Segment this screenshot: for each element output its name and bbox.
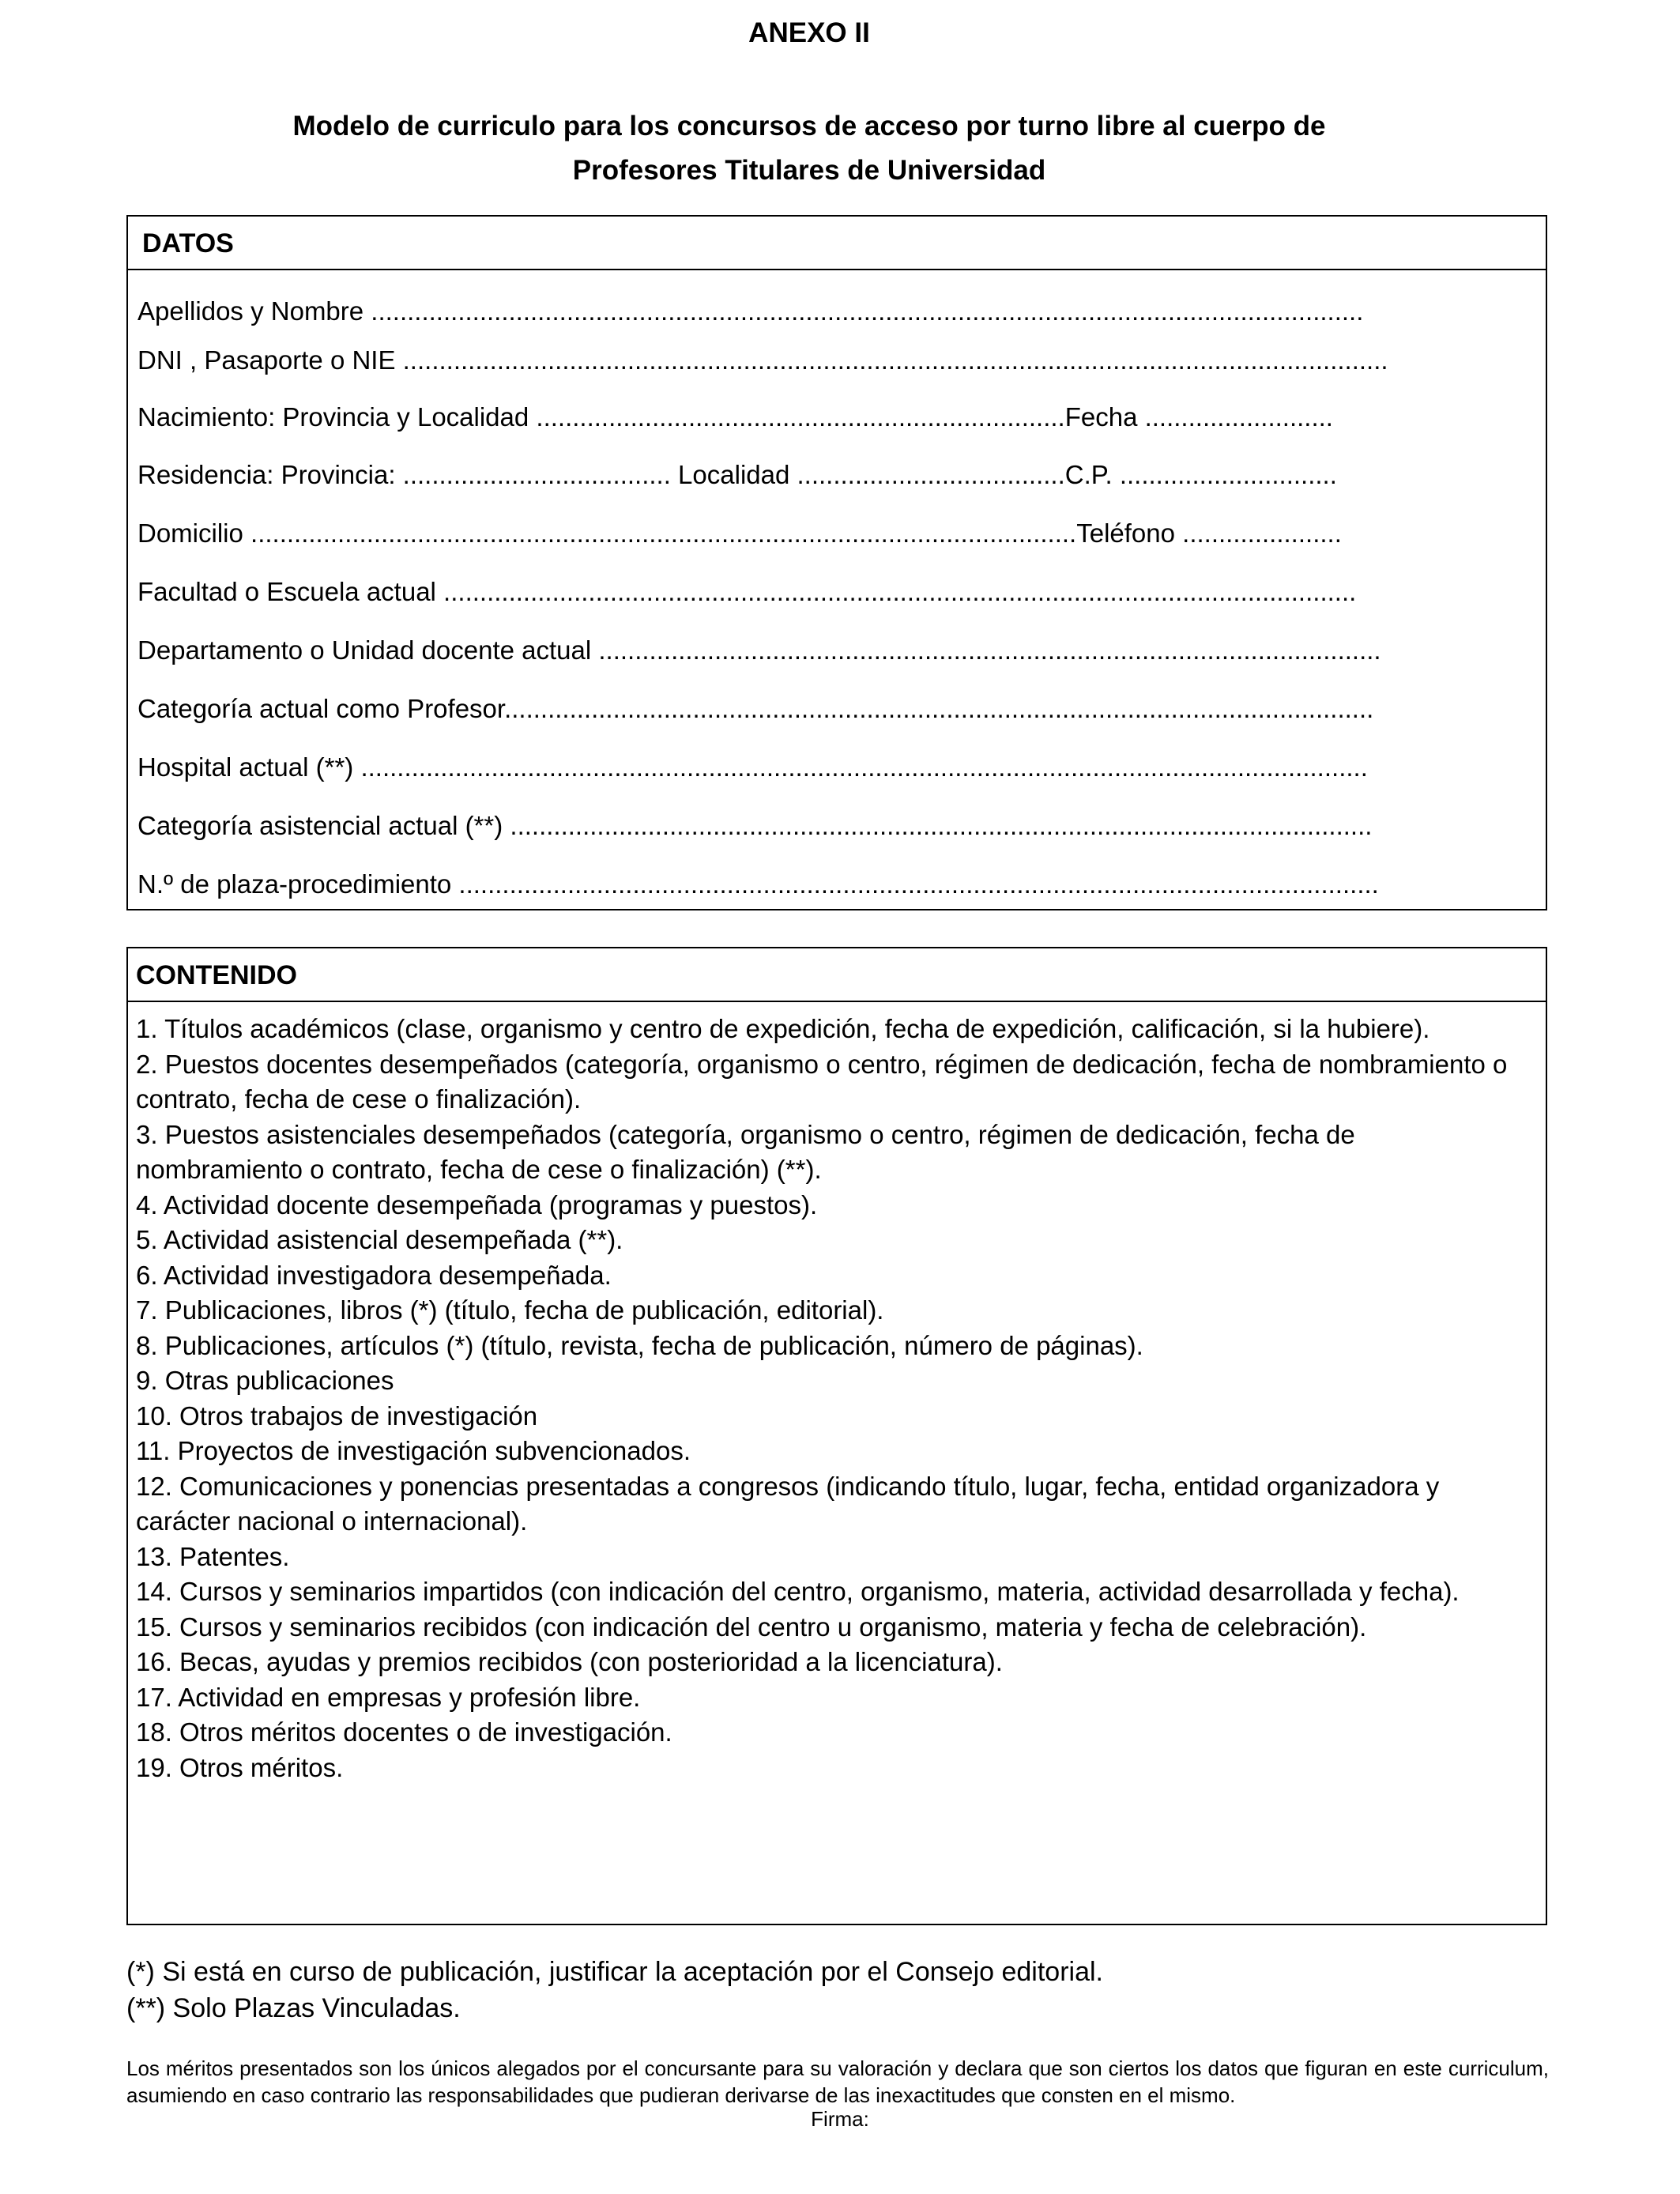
list-item: 17. Actividad en empresas y profesión libre.: [136, 1682, 641, 1712]
signature-label: Firma:: [811, 2107, 869, 2131]
footnote-plazas-vinculadas: (**) Solo Plazas Vinculadas.: [126, 1993, 461, 2023]
datos-section: [126, 215, 1547, 910]
field-nacimiento[interactable]: Nacimiento: Provincia y Localidad .........................................................................Fecha ..........................: [137, 402, 1333, 432]
list-item: 16. Becas, ayudas y premios recibidos (con posterioridad a la licenciatura).: [136, 1647, 1003, 1676]
contenido-section: [126, 947, 1547, 1925]
subtitle-line-2: Profesores Titulares de Universidad: [572, 155, 1046, 186]
footnote-publicacion: (*) Si está en curso de publicación, justificar la aceptación por el Consejo editorial.: [126, 1957, 1103, 1987]
list-item: 10. Otros trabajos de investigación: [136, 1400, 538, 1431]
field-plaza-procedimiento[interactable]: N.º de plaza-procedimiento ...............................................................................................................................: [137, 869, 1379, 899]
field-departamento[interactable]: Departamento o Unidad docente actual ............................................................................................................: [137, 635, 1381, 665]
list-item: 3. Puestos asistenciales desempeñados (categoría, organismo o centro, régimen de dedicación, fecha de nombramiento o contrato, fecha de cese o finalización) (**).: [136, 1119, 1355, 1184]
field-facultad-escuela[interactable]: Facultad o Escuela actual ..............................................................................................................................: [137, 577, 1357, 606]
list-item: 2. Puestos docentes desempeñados (categoría, organismo o centro, régimen de dedicación, fecha de nombramiento o contrato, fecha de cese o finalización).: [136, 1049, 1508, 1114]
list-item: 7. Publicaciones, libros (*) (título, fecha de publicación, editorial).: [136, 1295, 884, 1325]
field-residencia[interactable]: Residencia: Provincia: ..................................... Localidad .....................................C.P. ..............................: [137, 460, 1337, 489]
list-item: 15. Cursos y seminarios recibidos (con indicación del centro u organismo, materia y fecha de celebración).: [136, 1612, 1367, 1642]
list-item: 12. Comunicaciones y ponencias presentadas a congresos (indicando título, lugar, fecha, entidad organizadora y carácter nacional o internacional).: [136, 1471, 1440, 1536]
datos-header: DATOS: [128, 217, 1546, 270]
contenido-list: [136, 1012, 1527, 1785]
list-item: 18. Otros méritos docentes o de investigación.: [136, 1717, 672, 1747]
list-item: 13. Patentes.: [136, 1541, 290, 1571]
list-item: 6. Actividad investigadora desempeñada.: [136, 1260, 612, 1290]
field-hospital[interactable]: Hospital actual (**) ...........................................................................................................................................: [137, 752, 1368, 782]
list-item: 9. Otras publicaciones: [136, 1366, 394, 1395]
list-item: 19. Otros méritos.: [136, 1752, 344, 1782]
form-subtitle: [158, 104, 1460, 193]
contenido-header: CONTENIDO: [128, 948, 1546, 1002]
list-item: 8. Publicaciones, artículos (*) (título, revista, fecha de publicación, número de páginas).: [136, 1330, 1143, 1360]
field-categoria-profesor[interactable]: Categoría actual como Profesor........................................................................................................................: [137, 694, 1374, 723]
field-dni-pasaporte-nie[interactable]: DNI , Pasaporte o NIE ........................................................................................................................................: [137, 345, 1388, 375]
declaration-text: Los méritos presentados son los únicos alegados por el concursante para su valoración y declara que son ciertos los datos que figuran en este curriculum, asumiendo en caso contrario las responsabilidades que pudieran derivarse de las inexactitudes que consten en el mismo.: [126, 2056, 1549, 2107]
list-item: 1. Títulos académicos (clase, organismo y centro de expedición, fecha de expedición, calificación, si la hubiere).: [136, 1014, 1430, 1043]
field-domicilio[interactable]: Domicilio ..................................................................................................................Teléfono ......................: [137, 518, 1342, 548]
field-apellidos-nombre[interactable]: Apellidos y Nombre .........................................................................................................................................: [137, 296, 1364, 326]
list-item: 5. Actividad asistencial desempeñada (**).: [136, 1225, 623, 1254]
list-item: 11. Proyectos de investigación subvencionados.: [136, 1436, 691, 1465]
list-item: 4. Actividad docente desempeñada (programas y puestos).: [136, 1189, 818, 1220]
field-categoria-asistencial[interactable]: Categoría asistencial actual (**) .......................................................................................................................: [137, 811, 1373, 840]
list-item: 14. Cursos y seminarios impartidos (con indicación del centro, organismo, materia, actividad desarrollada y fecha).: [136, 1577, 1460, 1606]
annex-title: ANEXO II: [748, 17, 870, 48]
subtitle-line-1: Modelo de curriculo para los concursos de acceso por turno libre al cuerpo de: [292, 111, 1326, 141]
